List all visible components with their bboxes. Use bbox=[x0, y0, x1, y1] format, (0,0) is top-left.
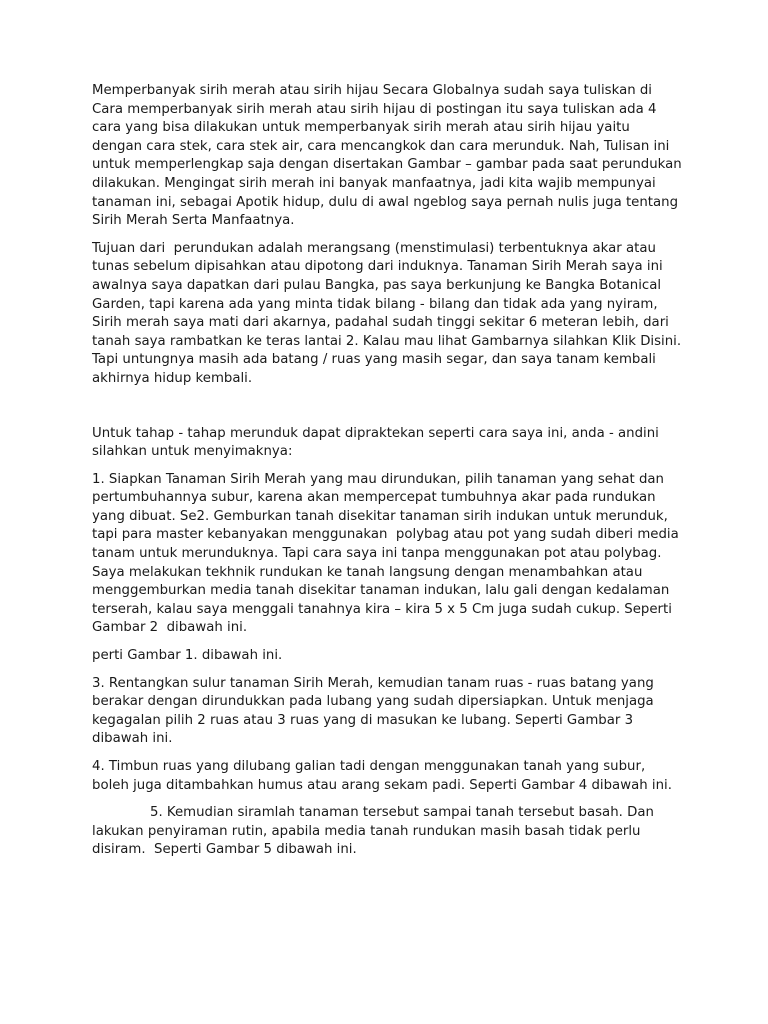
paragraph-purpose: Tujuan dari perundukan adalah merangsang (menstimulasi) terbentuknya akar atau tunas sebelum dipisahkan atau dipotong dari induknya. Tanaman Sirih Merah saya ini awalnya saya dapatkan dari pulau Bangka, pas saya berkunjung ke Bangka Botanical Garden, tapi karena ada yang minta tidak bilang - bilang dan tidak ada yang nyiram, Sirih merah saya mati dari akarnya, padahal sudah tinggi sekitar 6 meteran lebih, dari tanah saya rambatkan ke teras lantai 2. Kalau mau lihat Gambarnya silahkan Klik Disini. Tapi untungnya masih ada batang / ruas yang masih segar, dan saya tanam kembali akhirnya hidup kembali. bbox=[92, 240, 686, 386]
paragraph-step-4: 4. Timbun ruas yang dilubang galian tadi dengan menggunakan tanah yang subur, boleh juga ditambahkan humus atau arang sekam padi. Seperti Gambar 4 dibawah ini. bbox=[92, 759, 672, 793]
paragraph-step-3: 3. Rentangkan sulur tanaman Sirih Merah, kemudian tanam ruas - ruas batang yang berakar dengan dirundukkan pada lubang yang sudah dipersiapkan. Untuk menjaga kegagalan pilih 2 ruas atau 3 ruas yang di masukan ke lubang. Seperti Gambar 3 dibawah ini. bbox=[92, 675, 659, 747]
paragraph-intro: Memperbanyak sirih merah atau sirih hijau Secara Globalnya sudah saya tuliskan di Cara memperbanyak sirih merah atau sirih hijau di postingan itu saya tuliskan ada 4 cara yang bisa dilakukan untuk memperbanyak sirih merah atau sirih hijau yaitu dengan cara stek, cara stek air, cara mencangkok dan cara merunduk. Nah, Tulisan ini untuk memperlengkap saja dengan disertakan Gambar – gambar pada saat perundukan dilakukan. Mengingat sirih merah ini banyak manfaatnya, jadi kita wajib mempunyai tanaman ini, sebagai Apotik hidup, dulu di awal ngeblog saya pernah nulis juga tentang Sirih Merah Serta Manfaatnya. bbox=[92, 83, 686, 229]
paragraph-steps-intro: Untuk tahap - tahap merunduk dapat dipraktekan seperti cara saya ini, anda - andini silahkan untuk menyimaknya: bbox=[92, 425, 664, 460]
paragraph-step-5: 5. Kemudian siramlah tanaman tersebut sampai tanah tersebut basah. Dan lakukan penyiraman rutin, apabila media tanah rundukan masih basah tidak perlu disiram. Seperti Gambar 5 dibawah ini. bbox=[92, 805, 659, 858]
paragraph-figure-1-note: perti Gambar 1. dibawah ini. bbox=[92, 648, 283, 664]
paragraph-step-1-2: 1. Siapkan Tanaman Sirih Merah yang mau dirundukan, pilih tanaman yang sehat dan pertumbuhannya subur, karena akan mempercepat tumbuhnya akar pada rundukan yang dibuat. Se2. Gemburkan tanah disekitar tanaman sirih indukan untuk merunduk, tapi para master kebanyakan menggunakan polybag atau pot yang sudah diberi media tanam untuk merunduknya. Tapi cara saya ini tanpa menggunakan pot atau polybag. Saya melakukan tekhnik rundukan ke tanah langsung dengan menambahkan atau menggemburkan media tanah disekitar tanaman indukan, lalu gali dengan kedalaman terserah, kalau saya menggali tanahnya kira – kira 5 x 5 Cm juga sudah cukup. Seperti Gambar 2 dibawah ini. bbox=[92, 471, 683, 636]
document-body bbox=[92, 82, 686, 869]
